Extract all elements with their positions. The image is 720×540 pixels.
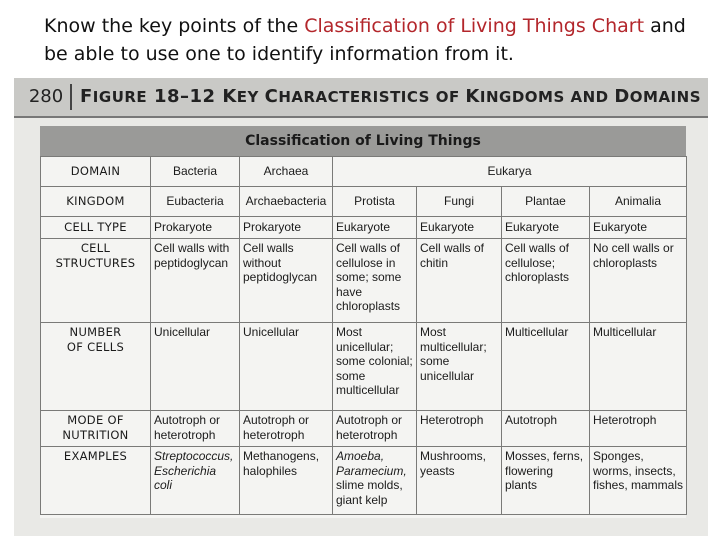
cell-domain-eukarya: Eukarya <box>333 157 687 187</box>
cell-mode-of-nutrition: Heterotroph <box>590 411 687 447</box>
cell-cell-type: Prokaryote <box>151 217 240 239</box>
cell-cell-structures: No cell walls or chloroplasts <box>590 239 687 323</box>
heading-highlight: Classification of Living Things Chart <box>304 15 645 37</box>
example-text: Amoeba, <box>336 449 385 463</box>
row-header-kingdom: KINGDOM <box>41 187 151 217</box>
cell-mode-of-nutrition: Autotroph <box>502 411 590 447</box>
cell-cell-type: Eukaryote <box>417 217 502 239</box>
figure-title-part: INGDOMS AND <box>479 88 615 106</box>
heading-text-1: Know the key points of the <box>44 15 305 37</box>
figure-title-part: F <box>80 86 93 107</box>
cell-mode-of-nutrition: Autotroph or heterotroph <box>333 411 417 447</box>
table-row-domain <box>41 157 687 187</box>
row-header-cell-structures <box>41 239 151 323</box>
cell-number-of-cells: Most unicellular; some colonial; some multicellular <box>333 323 417 411</box>
figure-title-part: HARACTERISTICS OF <box>278 88 466 106</box>
cell-cell-structures: Cell walls of cellulose; chloroplasts <box>502 239 590 323</box>
cell-cell-type: Eukaryote <box>502 217 590 239</box>
cell-examples-protista <box>333 447 417 515</box>
cell-cell-structures: Cell walls of chitin <box>417 239 502 323</box>
cell-number-of-cells: Unicellular <box>151 323 240 411</box>
cell-cell-type: Eukaryote <box>333 217 417 239</box>
textbook-scan <box>14 78 708 536</box>
cell-cell-structures: Cell walls of cellulose in some; some have chloroplasts <box>333 239 417 323</box>
row-header-number-of-cells <box>41 323 151 411</box>
figure-title-part: D <box>614 86 630 107</box>
cell-mode-of-nutrition: Heterotroph <box>417 411 502 447</box>
cell-cell-type: Eukaryote <box>590 217 687 239</box>
example-text: Paramecium, <box>336 463 407 478</box>
row-header-line: OF CELLS <box>66 339 125 354</box>
cell-kingdom: Fungi <box>417 187 502 217</box>
example-text: Streptococcus, <box>154 449 234 463</box>
figure-title-part: K <box>222 86 237 107</box>
heading-text-2: and be able to use one to identify information from it. <box>44 15 686 65</box>
row-header-line: NUTRITION <box>62 427 129 442</box>
cell-kingdom: Eubacteria <box>151 187 240 217</box>
cell-kingdom: Archaebacteria <box>240 187 333 217</box>
row-header-line: STRUCTURES <box>55 255 136 270</box>
figure-title <box>80 85 701 109</box>
row-header-line: MODE OF <box>67 413 124 427</box>
slide-heading <box>44 12 704 68</box>
table-row-cell-structures <box>41 239 687 323</box>
cell-number-of-cells: Multicellular <box>502 323 590 411</box>
cell-number-of-cells: Multicellular <box>590 323 687 411</box>
example-text: Escherichia coli <box>154 463 217 492</box>
cell-kingdom: Protista <box>333 187 417 217</box>
row-header-domain: DOMAIN <box>41 157 151 187</box>
table-row-mode-of-nutrition <box>41 411 687 447</box>
cell-examples-eubacteria <box>151 447 240 515</box>
cell-examples-fungi: Mushrooms, yeasts <box>417 447 502 515</box>
chart-title: Classification of Living Things <box>40 126 686 156</box>
cell-domain-archaea: Archaea <box>240 157 333 187</box>
figure-title-part: IGURE <box>92 88 148 106</box>
cell-number-of-cells: Most multicellular; some unicellular <box>417 323 502 411</box>
cell-cell-structures: Cell walls without peptidoglycan <box>240 239 333 323</box>
figure-title-bar <box>14 78 708 118</box>
cell-mode-of-nutrition: Autotroph or heterotroph <box>240 411 333 447</box>
cell-cell-type: Prokaryote <box>240 217 333 239</box>
table-row-number-of-cells <box>41 323 687 411</box>
cell-kingdom: Plantae <box>502 187 590 217</box>
cell-number-of-cells: Unicellular <box>240 323 333 411</box>
cell-examples-archaebacteria: Methanogens, halophiles <box>240 447 333 515</box>
cell-mode-of-nutrition: Autotroph or heterotroph <box>151 411 240 447</box>
row-header-line: CELL <box>80 241 111 255</box>
classification-chart <box>40 126 686 518</box>
page-number: 280 <box>22 84 72 110</box>
classification-table <box>40 156 687 515</box>
cell-kingdom: Animalia <box>590 187 687 217</box>
cell-domain-bacteria: Bacteria <box>151 157 240 187</box>
row-header-examples: EXAMPLES <box>41 447 151 515</box>
figure-title-part: EY <box>236 88 265 106</box>
table-row-cell-type <box>41 217 687 239</box>
cell-examples-animalia: Sponges, worms, insects, fishes, mammals <box>590 447 687 515</box>
row-header-line: NUMBER <box>69 325 122 339</box>
row-header-mode-of-nutrition <box>41 411 151 447</box>
example-text: slime molds, giant kelp <box>336 478 403 507</box>
table-row-kingdom <box>41 187 687 217</box>
row-header-cell-type: CELL TYPE <box>41 217 151 239</box>
cell-cell-structures: Cell walls with peptidoglycan <box>151 239 240 323</box>
figure-title-part: 18–12 <box>147 86 223 107</box>
table-row-examples <box>41 447 687 515</box>
figure-title-part: K <box>465 86 480 107</box>
figure-title-part: C <box>264 86 279 107</box>
cell-examples-plantae: Mosses, ferns, flowering plants <box>502 447 590 515</box>
figure-title-part: OMAINS <box>629 88 701 106</box>
